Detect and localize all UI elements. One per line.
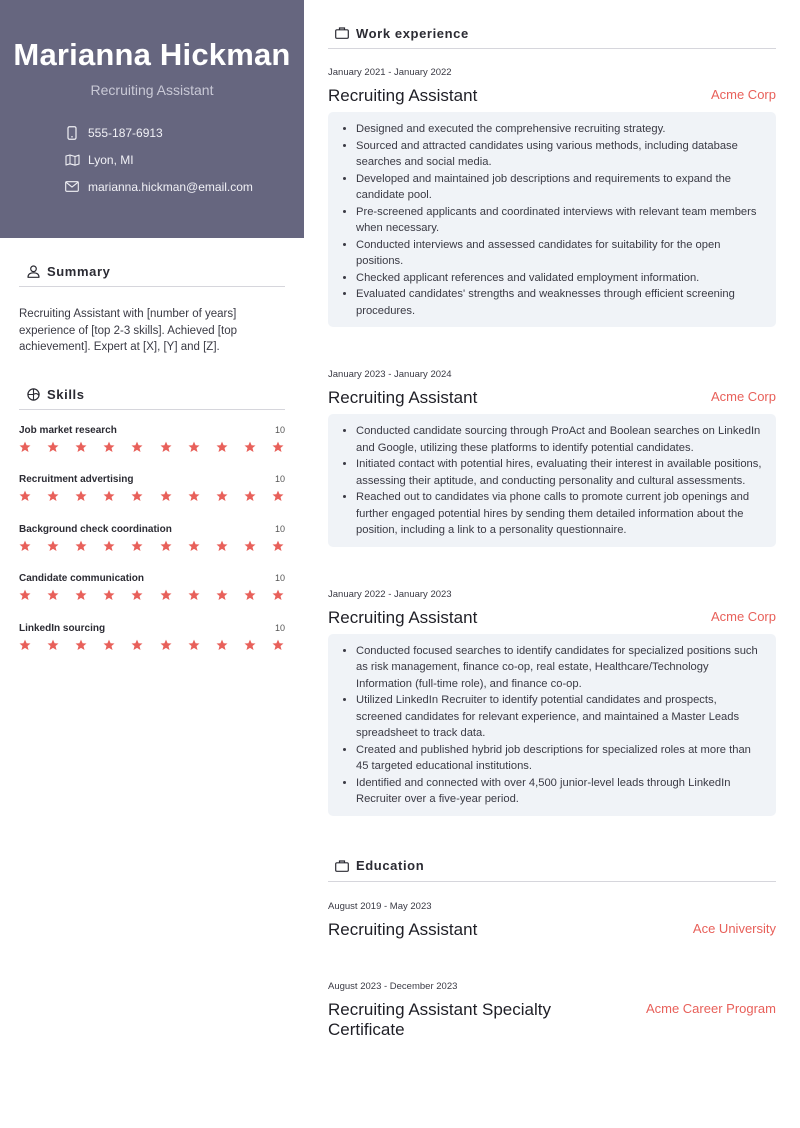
- star-icon: [103, 540, 115, 552]
- skill-row: [19, 424, 285, 437]
- star-icon: [103, 639, 115, 651]
- contact-location: [64, 146, 304, 173]
- star-icon: [216, 540, 228, 552]
- star-icon: [131, 540, 143, 552]
- bullet-item: • Evaluated candidates' strengths and weaknesses through efficient screening procedures.: [356, 286, 764, 319]
- bullet-item: • Conducted candidate sourcing through ProAct and Boolean searches on LinkedIn and Google, utilizing these platforms to identify potential candidates.: [356, 423, 764, 456]
- bullet-item: • Reached out to candidates via phone calls to promote current job openings and further engaged potential hires by sending them detailed information about the position, including a link to a personality questionnaire.: [356, 489, 764, 539]
- star-icon: [19, 639, 31, 651]
- star-icon: [131, 490, 143, 502]
- star-icon: [244, 639, 256, 651]
- education-entry-header: [328, 1000, 776, 1040]
- sidebar: [0, 0, 304, 1128]
- skill-item: [19, 523, 285, 573]
- contact-location-text: Lyon, MI: [88, 152, 134, 167]
- job-title: Recruiting Assistant: [328, 607, 478, 627]
- education-heading: [328, 851, 776, 882]
- star-icon: [131, 441, 143, 453]
- skill-level: 10: [274, 474, 285, 484]
- star-icon: [272, 441, 284, 453]
- bullet-item: • Conducted interviews and assessed candidates for suitability for the open positions.: [356, 237, 764, 270]
- education-entry: [328, 981, 776, 1040]
- skill-level: 10: [274, 523, 285, 534]
- work-heading: [328, 18, 776, 49]
- company-name: Acme Corp: [710, 608, 776, 624]
- star-icon: [272, 540, 284, 552]
- star-icon: [47, 490, 59, 502]
- star-icon: [47, 589, 59, 601]
- skill-level: 10: [274, 424, 285, 435]
- bullet-item: • Initiated contact with potential hires, evaluating their interest in available positions, assessing their aptitude, and conducting personality and cultural assessments.: [356, 456, 764, 489]
- skill-rating: [19, 540, 285, 552]
- star-icon: [47, 441, 59, 453]
- degree-title: Recruiting Assistant Specialty Certificate: [328, 999, 551, 1039]
- skill-item: [19, 572, 285, 622]
- briefcase-icon: [335, 859, 349, 873]
- bullet-item: • Designed and executed the comprehensive recruiting strategy.: [356, 121, 764, 138]
- star-icon: [160, 589, 172, 601]
- star-icon: [244, 540, 256, 552]
- job-title: Recruiting Assistant: [328, 388, 478, 407]
- work-entry-header: [328, 86, 776, 106]
- star-icon: [244, 490, 256, 502]
- education-entry: [328, 901, 776, 940]
- bullet-item: • Checked applicant references and validated employment information.: [356, 270, 764, 287]
- degree-title: Recruiting Assistant: [328, 919, 478, 939]
- main-content: [328, 0, 776, 1040]
- work-entry: [328, 369, 776, 547]
- skill-name: Candidate communication: [19, 573, 145, 584]
- bullet-item: • Conducted focused searches to identify candidates for specialized positions such as risk management, finance co-op, real estate, Healthcare/Technology Information (full-time role), and finance co-op.: [356, 643, 764, 693]
- skill-item: [19, 473, 285, 523]
- education-dates: August 2019 - May 2023: [328, 900, 432, 912]
- star-icon: [216, 639, 228, 651]
- star-icon: [19, 589, 31, 601]
- profile-role: Recruiting Assistant: [90, 82, 214, 98]
- skill-row: [19, 622, 285, 635]
- star-icon: [188, 490, 200, 502]
- company-name: Acme Corp: [710, 87, 776, 102]
- work-bullets: [328, 634, 776, 816]
- skill-name: Background check coordination: [19, 523, 172, 535]
- skill-rating: [19, 639, 285, 651]
- bullet-item: • Pre-screened applicants and coordinated interviews with relevant team members when necessary.: [356, 204, 764, 237]
- bullet-list: [356, 643, 764, 808]
- work-dates: January 2022 - January 2023: [328, 588, 452, 600]
- education-dates: August 2023 - December 2023: [328, 980, 458, 992]
- star-icon: [272, 589, 284, 601]
- skill-name: Recruitment advertising: [19, 474, 134, 485]
- star-icon: [103, 589, 115, 601]
- education-title: Education: [356, 858, 425, 873]
- star-icon: [216, 589, 228, 601]
- star-icon: [188, 540, 200, 552]
- bullet-item: • Utilized LinkedIn Recruiter to identify potential candidates and prospects, screened candidates for relevant experience, and maintained a Master Leads spreadsheet to track data.: [356, 692, 764, 742]
- work-entry: [328, 67, 776, 327]
- company-name: Acme Corp: [710, 389, 776, 404]
- job-title: Recruiting Assistant: [328, 86, 478, 105]
- phone-icon: [64, 125, 80, 141]
- summary-title: Summary: [47, 264, 111, 279]
- work-entry: [328, 589, 776, 816]
- star-icon: [75, 441, 87, 453]
- star-icon: [131, 639, 143, 651]
- skill-rating: [19, 490, 285, 502]
- star-icon: [244, 441, 256, 453]
- bullet-item: • Created and published hybrid job descriptions for specialized roles at more than 45 targeted educational institutions.: [356, 742, 764, 775]
- summary-section: [0, 257, 304, 671]
- contact-email: [64, 173, 304, 200]
- work-list: [328, 67, 776, 816]
- star-icon: [75, 490, 87, 502]
- star-icon: [103, 441, 115, 453]
- contact-phone: [64, 119, 304, 146]
- mail-icon: [64, 179, 80, 195]
- skill-level: 10: [274, 573, 285, 583]
- star-icon: [272, 639, 284, 651]
- globe-icon: [26, 387, 40, 401]
- star-icon: [216, 441, 228, 453]
- star-icon: [272, 490, 284, 502]
- bullet-list: [356, 423, 764, 539]
- work-dates: January 2021 - January 2022: [328, 67, 452, 78]
- star-icon: [19, 441, 31, 453]
- star-icon: [160, 441, 172, 453]
- star-icon: [103, 490, 115, 502]
- profile-header: [0, 0, 304, 238]
- bullet-item: • Sourced and attracted candidates using various methods, including database searches and social media.: [356, 138, 764, 171]
- skill-name: LinkedIn sourcing: [19, 622, 106, 634]
- skill-row: [19, 473, 285, 486]
- star-icon: [75, 589, 87, 601]
- contact-email-text[interactable]: marianna.hickman@email.com: [88, 179, 253, 194]
- bullet-item: • Identified and connected with over 4,500 junior-level leads through LinkedIn Recruiter over a five-year period.: [356, 775, 764, 808]
- skill-item: [19, 622, 285, 672]
- star-icon: [160, 540, 172, 552]
- skill-rating: [19, 589, 285, 601]
- education-entry-header: [328, 920, 776, 940]
- star-icon: [188, 639, 200, 651]
- summary-heading: [19, 257, 285, 287]
- skill-name: Job market research: [19, 424, 117, 436]
- skill-level: 10: [274, 622, 285, 633]
- profile-name: Marianna Hickman: [13, 37, 291, 72]
- skills-list: [19, 424, 285, 672]
- work-dates: January 2023 - January 2024: [328, 369, 452, 380]
- contact-phone-text[interactable]: 555-187-6913: [88, 125, 163, 140]
- skill-row: [19, 572, 285, 585]
- work-bullets: [328, 112, 776, 327]
- education-list: [328, 901, 776, 1040]
- skills-title: Skills: [47, 386, 85, 402]
- star-icon: [131, 589, 143, 601]
- skill-item: [19, 424, 285, 474]
- work-bullets: [328, 414, 776, 547]
- skill-row: [19, 523, 285, 536]
- star-icon: [47, 540, 59, 552]
- star-icon: [75, 639, 87, 651]
- skill-rating: [19, 441, 285, 453]
- briefcase-icon: [335, 26, 349, 40]
- work-entry-header: [328, 388, 776, 408]
- work-title: Work experience: [356, 25, 469, 41]
- star-icon: [188, 589, 200, 601]
- summary-text: Recruiting Assistant with [number of years] experience of [top 2-3 skills]. Achieved [top achievement]. Expert at [X], [Y] and [Z].: [19, 308, 237, 353]
- star-icon: [19, 540, 31, 552]
- star-icon: [160, 639, 172, 651]
- map-icon: [64, 152, 80, 168]
- bullet-item: • Developed and maintained job descriptions and requirements to expand the candidate pool.: [356, 171, 764, 204]
- school-name: Acme Career Program: [645, 1000, 776, 1016]
- person-icon: [26, 265, 40, 279]
- star-icon: [216, 490, 228, 502]
- skills-heading: [19, 380, 285, 410]
- star-icon: [160, 490, 172, 502]
- star-icon: [47, 639, 59, 651]
- star-icon: [188, 441, 200, 453]
- school-name: Ace University: [692, 920, 776, 936]
- bullet-list: [356, 121, 764, 319]
- work-entry-header: [328, 608, 776, 628]
- star-icon: [75, 540, 87, 552]
- star-icon: [19, 490, 31, 502]
- contact-list: [0, 119, 304, 200]
- star-icon: [244, 589, 256, 601]
